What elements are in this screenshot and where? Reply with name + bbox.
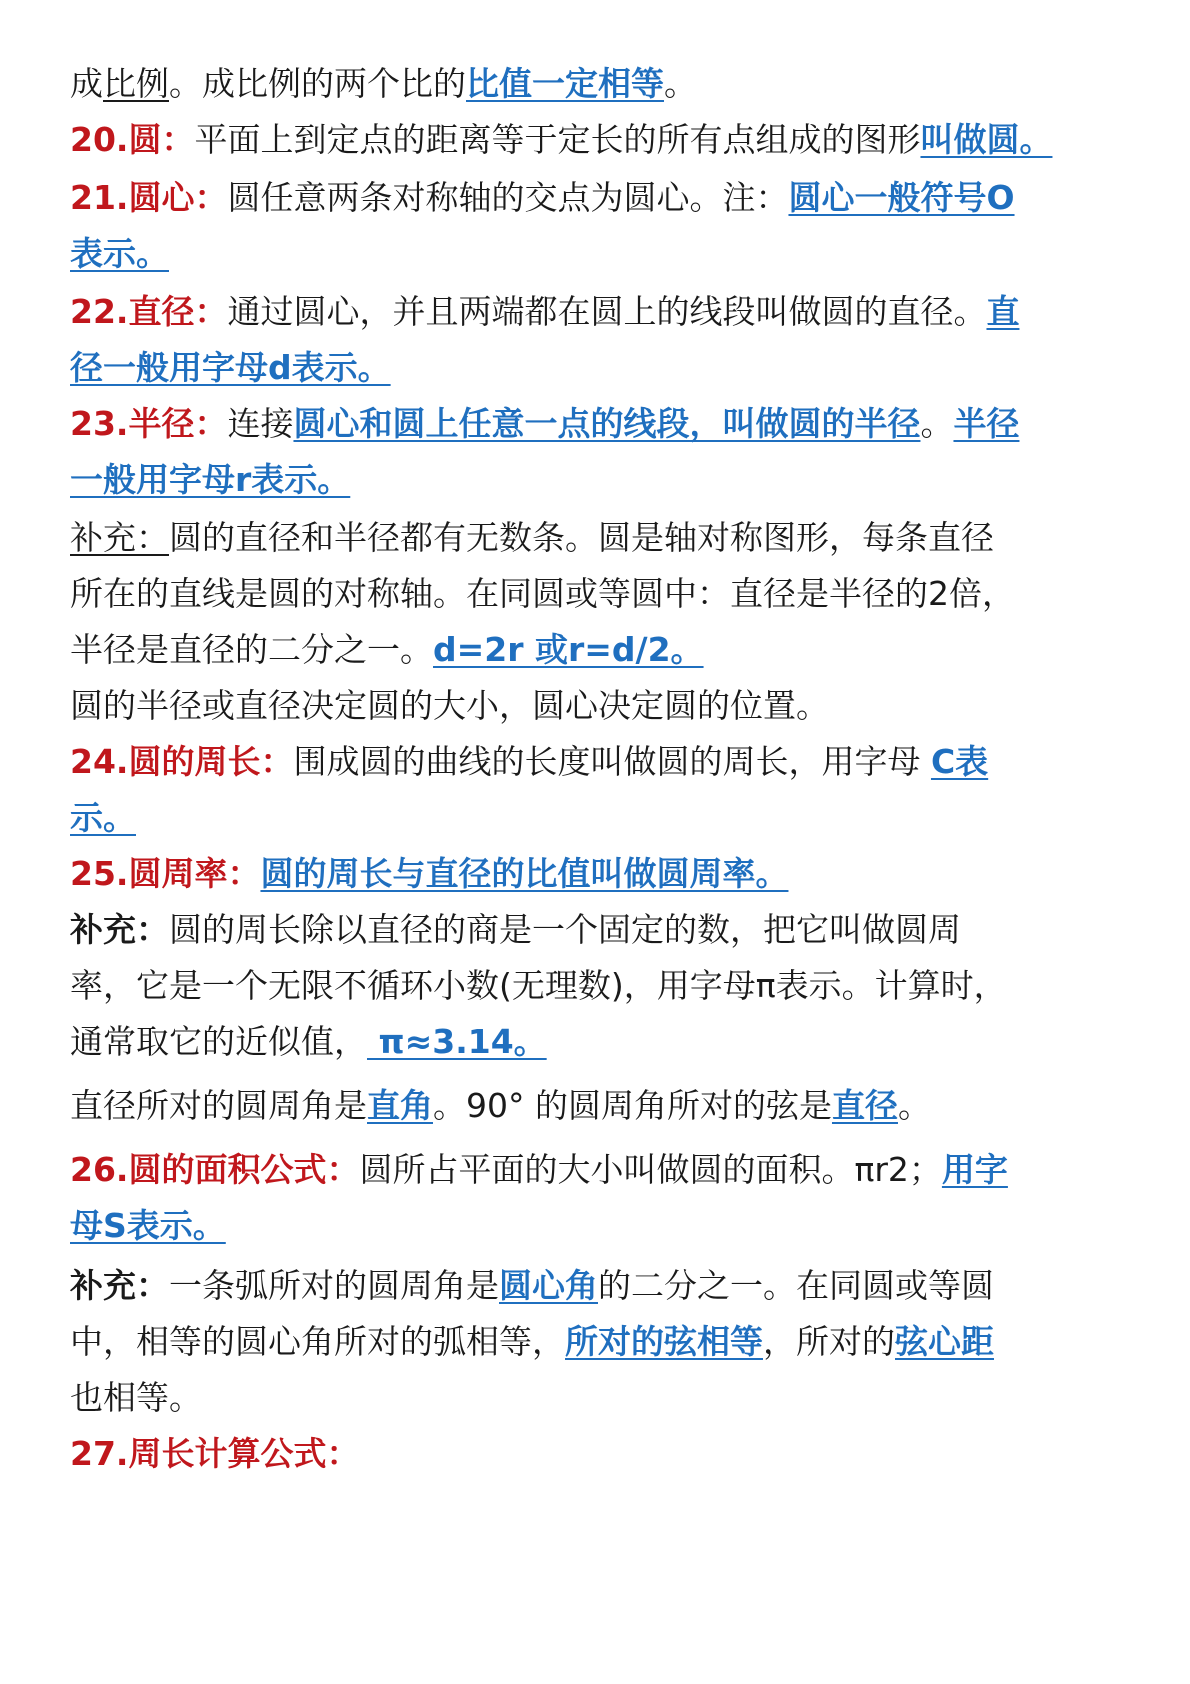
blue-term: 径一般用字母d表示。 [70, 348, 391, 387]
text: 圆的周长除以直径的商是一个固定的数，把它叫做圆周 [169, 910, 961, 949]
supplement-label: 补充： [70, 518, 169, 557]
text: 。 [664, 64, 697, 103]
item-heading: 27.周长计算公式： [70, 1434, 360, 1473]
supplement-1-line4 [70, 684, 1180, 728]
item-heading: 20.圆： [70, 120, 195, 159]
supplement-1 [70, 516, 1180, 560]
text: 。 [897, 1086, 931, 1125]
blue-term: 半径 [953, 404, 1020, 443]
supplement-2 [70, 908, 1180, 952]
text: 平面上到定点的距离等于定长的所有点组成的图形 [194, 120, 921, 159]
item-heading: 22.直径： [70, 292, 228, 331]
item-heading: 23.半径： [70, 404, 228, 443]
text: 率，它是一个无限不循环小数(无理数)，用字母π表示。计算时， [70, 966, 1007, 1005]
supplement-1-line2 [70, 572, 1180, 616]
item-heading: 21.圆心： [70, 178, 228, 217]
text: 圆任意两条对称轴的交点为圆心。注： [227, 178, 789, 217]
item-24-cont [70, 796, 1180, 840]
item-24-circumference [70, 740, 1180, 784]
supplement-label: 补充： [70, 910, 169, 949]
line-proportion [70, 62, 1180, 106]
blue-term: 圆心一般符号O [788, 178, 1015, 217]
supplement-2-line3 [70, 1020, 1180, 1064]
blue-term: 母S表示。 [70, 1206, 226, 1245]
blue-term: 圆心和圆上任意一点的线段，叫做圆的半径 [293, 404, 921, 443]
supplement-3 [70, 1264, 1180, 1308]
text: 。 [920, 404, 954, 443]
blue-term: 用字 [941, 1150, 1008, 1189]
text: 的二分之一。在同圆或等圆 [598, 1266, 994, 1305]
text: 所在的直线是圆的对称轴。在同圆或等圆中：直径是半径的2倍， [70, 574, 1015, 613]
text: 通过圆心，并且两端都在圆上的线段叫做圆的直径。 [227, 292, 987, 331]
item-20-circle [70, 118, 1180, 162]
text: 围成圆的曲线的长度叫做圆的周长，用字母 [293, 742, 931, 781]
item-23-cont [70, 458, 1180, 502]
blue-term: C表 [930, 742, 989, 781]
underlined-term: 比例 [103, 64, 169, 103]
supplement-3-line3 [70, 1376, 1180, 1420]
text: 一条弧所对的圆周角是 [169, 1266, 499, 1305]
item-26-cont [70, 1204, 1180, 1248]
item-25-pi [70, 852, 1180, 896]
text: 通常取它的近似值， [70, 1022, 367, 1061]
item-27-perimeter [70, 1432, 1180, 1476]
supplement-3-line2 [70, 1320, 1180, 1364]
formula: π≈3.14。 [367, 1022, 547, 1061]
blue-term: 表示。 [70, 234, 169, 273]
item-22-diameter [70, 290, 1180, 334]
blue-term: 一般用字母r表示。 [70, 460, 351, 499]
text: 。90° 的圆周角所对的弦是 [433, 1086, 832, 1125]
text: 。成比例的两个比的 [169, 64, 466, 103]
item-21-cont [70, 232, 1180, 276]
blue-term: 直 [986, 292, 1020, 331]
blue-term: 比值一定相等 [466, 64, 664, 103]
text: 也相等。 [70, 1378, 202, 1417]
inscribed-angle-line [70, 1084, 1180, 1128]
blue-term: 弦心距 [895, 1322, 994, 1361]
text: 成 [70, 64, 103, 103]
item-heading: 25.圆周率： [70, 854, 261, 893]
item-23-radius [70, 402, 1180, 446]
blue-term: 直径 [831, 1086, 898, 1125]
supplement-1-line3 [70, 628, 1180, 672]
item-22-cont [70, 346, 1180, 390]
item-heading: 26.圆的面积公式： [70, 1150, 360, 1189]
blue-term: 圆的周长与直径的比值叫做圆周率。 [260, 854, 789, 893]
supplement-2-line2 [70, 964, 1180, 1008]
blue-term: 叫做圆。 [920, 120, 1053, 159]
item-heading: 24.圆的周长： [70, 742, 294, 781]
blue-term: 示。 [70, 798, 136, 837]
supplement-label: 补充： [70, 1266, 169, 1305]
blue-term: 直角 [367, 1086, 433, 1125]
text: 中，相等的圆心角所对的弧相等， [70, 1322, 565, 1361]
text: 圆的直径和半径都有无数条。圆是轴对称图形，每条直径 [169, 518, 994, 557]
text: 连接 [227, 404, 294, 443]
text: 直径所对的圆周角是 [70, 1086, 367, 1125]
text: 半径是直径的二分之一。 [70, 630, 433, 669]
text: 圆的半径或直径决定圆的大小，圆心决定圆的位置。 [70, 686, 829, 725]
text: ，所对的 [763, 1322, 895, 1361]
text: 圆所占平面的大小叫做圆的面积。πr2； [359, 1150, 942, 1189]
item-26-area [70, 1148, 1180, 1192]
blue-term: 所对的弦相等 [565, 1322, 763, 1361]
formula: d=2r 或r=d/2。 [433, 630, 704, 669]
item-21-center [70, 176, 1180, 220]
blue-term: 圆心角 [499, 1266, 598, 1305]
